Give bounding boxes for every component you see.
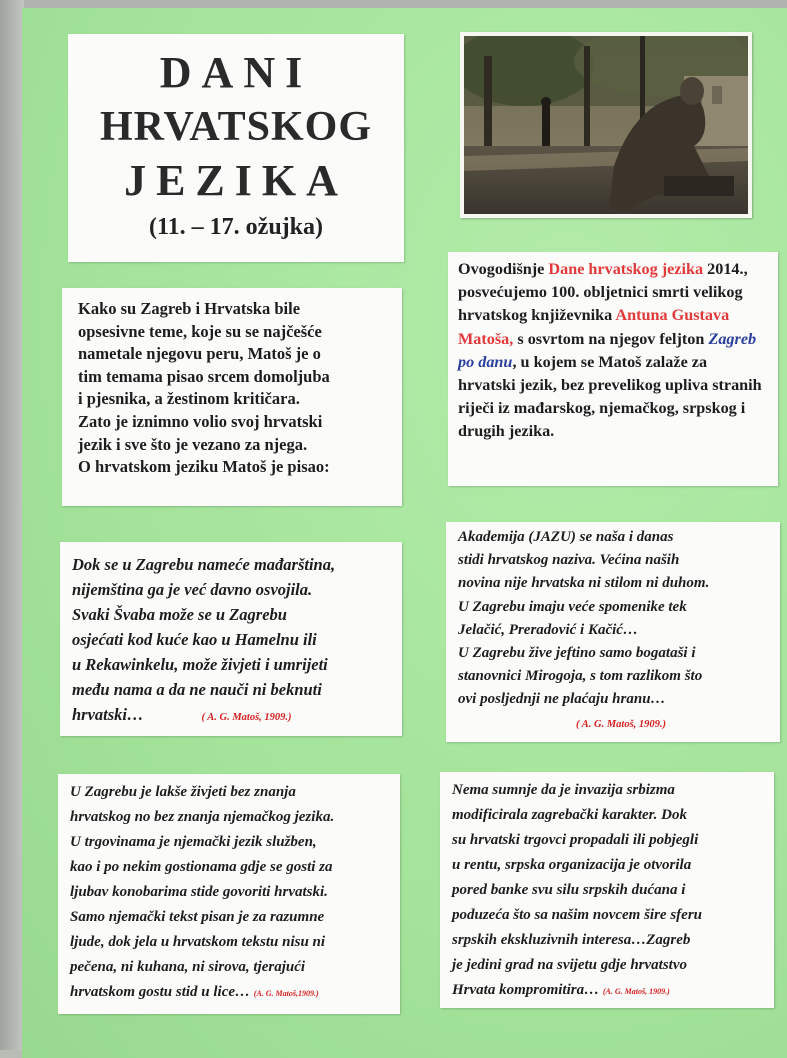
- intro-line: Kako su Zagreb i Hrvatska bile: [78, 299, 301, 318]
- title-line-2: HRVATSKOG: [99, 104, 373, 150]
- quote-1-citation: ( A. G. Matoš, 1909.): [201, 712, 292, 723]
- info-card: [448, 252, 778, 486]
- quote-line: U Zagrebu je lakše živjeti bez znanja: [70, 784, 296, 800]
- quote-2-citation-row: [458, 712, 770, 736]
- quote-line: Svaki Švaba može se u Zagrebu: [72, 605, 287, 624]
- quote-card-4: [440, 772, 774, 1008]
- statue-photo-icon: [464, 36, 748, 214]
- quote-1-last: hrvatski…: [72, 705, 144, 724]
- info-text-1: Ovogodišnje: [458, 260, 549, 278]
- quote-line: su hrvatski trgovci propadali ili pobjegli: [452, 832, 699, 848]
- intro-line: nametale njegovu peru, Matoš je o: [78, 344, 321, 364]
- quote-line: ljubav konobarima stide govoriti hrvatski.: [70, 884, 328, 900]
- info-text: [448, 252, 778, 444]
- title-line-3: JEZIKA: [124, 156, 348, 205]
- intro-text: [62, 288, 402, 479]
- info-text-4: , u kojem se Matoš zalaže za hrvatski jezik, bez prevelikog upliva stranih riječi iz mađarskog, njemačkog, srpskog i drugih jezika.: [458, 352, 762, 441]
- quote-4-text: [440, 772, 774, 1004]
- quote-line: kao i po nekim gostionama gdje se gosti za: [70, 859, 333, 875]
- quote-line: u rentu, srpska organizacija je otvorila: [452, 857, 692, 873]
- quote-line: stidi hrvatskog naziva. Većina naših: [458, 552, 680, 569]
- intro-line: i pjesnika, a žestinom kritičara.: [78, 389, 300, 409]
- quote-card-3: [58, 774, 400, 1014]
- quote-line: Akademija (JAZU) se naša i danas: [458, 529, 674, 545]
- quote-line: je jedini grad na svijetu gdje hrvatstvo: [452, 957, 687, 973]
- info-highlight-days: Dane hrvatskog jezika: [548, 260, 704, 278]
- quote-line: poduzeća što sa našim novcem šire sferu: [452, 907, 703, 923]
- title-dates: (11. – 17. ožujka): [149, 214, 323, 240]
- intro-line: opsesivne teme, koje su se najčešće: [78, 321, 322, 341]
- quote-line: ljude, dok jela u hrvatskom tekstu nisu ni: [70, 934, 326, 950]
- quote-line: U trgovinama je njemački jezik služben,: [70, 834, 317, 850]
- quote-line: u Rekawinkelu, može živjeti i umrijeti: [72, 655, 328, 674]
- quote-line: među nama a da ne nauči ni beknuti: [72, 680, 322, 699]
- quote-card-1: [60, 542, 402, 736]
- intro-card: [62, 288, 402, 506]
- info-highlight-feuilleton: Zagreb po danu: [458, 329, 757, 371]
- info-text-3: s osvrtom na njegov feljton: [513, 329, 709, 348]
- quote-1-text: [60, 542, 402, 730]
- intro-line: O hrvatskom jeziku Matoš je pisao:: [78, 457, 330, 477]
- quote-line: stanovnici Mirogoja, s tom razlikom što: [458, 668, 703, 685]
- quote-line: Samo njemački tekst pisan je za razumne: [70, 909, 325, 925]
- wall-left: [0, 0, 24, 1050]
- quote-4-last: Hrvata kompromitira…: [452, 982, 603, 998]
- info-text-2: 2014., posvećujemo 100. obljetnici smrti velikog hrvatskog književnika: [458, 260, 748, 325]
- quote-line: U Zagrebu imaju veće spomenike tek: [458, 598, 687, 615]
- intro-line: jezik i sve što je vezano za njega.: [78, 434, 308, 454]
- info-highlight-author: Antuna Gustava Matoša,: [458, 306, 730, 348]
- quote-line: modificirala zagrebački karakter. Dok: [452, 807, 687, 823]
- quote-line: pored banke svu silu srpskih dućana i: [452, 882, 686, 898]
- quote-3-last: hrvatskom gostu stid u lice…: [70, 984, 254, 1000]
- quote-2-text: [446, 522, 780, 736]
- intro-line: Zato je iznimno volio svoj hrvatski: [78, 411, 323, 431]
- quote-line-last: [452, 978, 764, 1004]
- quote-2-citation: ( A. G. Matoš, 1909.): [576, 718, 667, 730]
- quote-line: U Zagrebu žive jeftino samo bogataši i: [458, 645, 696, 662]
- quote-line: pečena, ni kuhana, ni sirova, tjerajući: [70, 959, 306, 975]
- quote-line: ovi posljednji ne plaćaju hranu…: [458, 691, 666, 708]
- quote-line: Dok se u Zagrebu nameće mađarština,: [72, 555, 336, 574]
- quote-3-citation: (A. G. Matoš,1909.): [253, 989, 319, 998]
- quote-line-last: [70, 980, 390, 1006]
- title-line-1: DANI: [159, 48, 313, 97]
- quote-line: nijemština ga je već davno osvojila.: [72, 580, 313, 599]
- quote-line: hrvatskog no bez znanja njemačkog jezika.: [70, 809, 335, 825]
- quote-4-citation: (A. G. Matoš, 1909.): [602, 987, 670, 996]
- quote-line: novina nije hrvatska ni stilom ni duhom.: [458, 575, 710, 592]
- quote-line: Nema sumnje da je invazija srbizma: [452, 782, 675, 798]
- quote-line: srpskih ekskluzivnih interesa…Zagreb: [452, 932, 691, 948]
- statue-photo: [460, 32, 752, 218]
- quote-line: Jelačić, Preradović i Kačić…: [458, 621, 638, 638]
- title-card: [68, 34, 404, 262]
- quote-line-last: [72, 702, 392, 730]
- quote-card-2: [446, 522, 780, 742]
- quote-3-text: [58, 774, 400, 1006]
- intro-line: tim temama pisao srcem domoljuba: [78, 366, 330, 386]
- quote-line: osjećati kod kuće kao u Hamelnu ili: [72, 630, 317, 649]
